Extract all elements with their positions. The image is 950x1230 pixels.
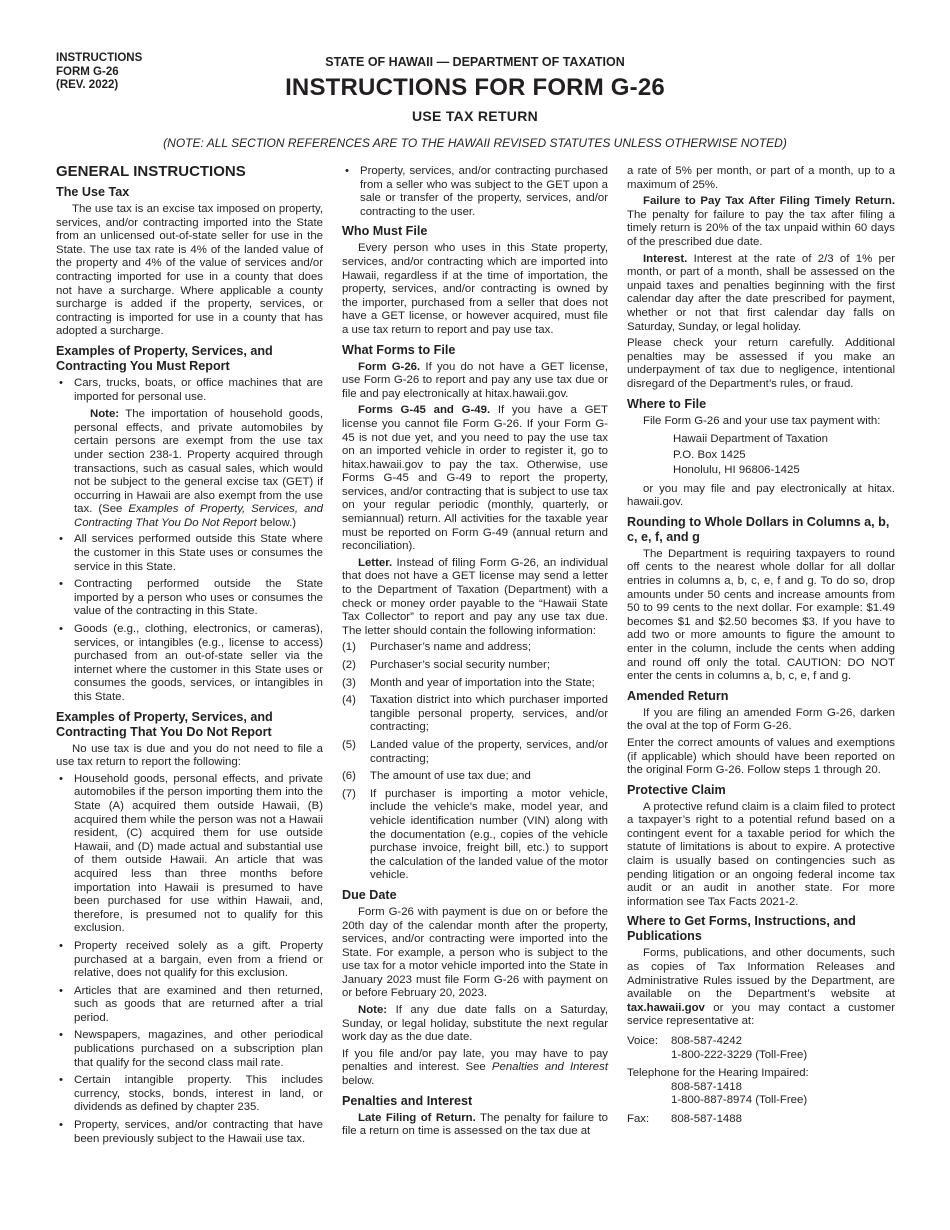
protective-claim-heading: Protective Claim [627, 782, 726, 797]
where-to-get-forms-heading: Where to Get Forms, Instructions, and Publications [627, 914, 856, 944]
column-3 [627, 165, 895, 1132]
not-report-intro: No use tax is due and you do not need to file a use tax return to report the following: [56, 742, 323, 769]
late-filing-cont: a rate of 5% per month, or part of a month, up to a maximum of 25%. [627, 165, 895, 191]
mailing-address [627, 432, 895, 479]
address-line: P.O. Box 1425 [673, 448, 746, 461]
list-item: • Household goods, personal effects, and private automobiles if the person importing them into the State (A) acquired them outside Hawaii, (B) acquired them while the person was not a Hawaii resident, (C) acquired them for use outside Hawaii, and (D) made actual and substantial use of them outside Hawaii. An article that was acquired less than three months before importation into Hawaii is presumed to have been purchased for use within Hawaii, and, therefore, is presumed not to qualify for this exclusion. [56, 773, 323, 936]
website-link[interactable]: tax.hawaii.gov [627, 1001, 705, 1014]
list-number: (5) [342, 738, 356, 751]
check-return-paragraph: Please check your return carefully. Additional penalties may be assessed if you make an underpayment of tax due to negligence, intentional disregard of the Department’s rules, or fraud. [627, 337, 895, 390]
phone-number: 1-800-222-3229 (Toll-Free) [671, 1048, 808, 1061]
where-to-file-text: File Form G-26 and your use tax payment with: [643, 414, 881, 427]
list-number: (7) [342, 787, 356, 800]
what-forms-heading: What Forms to File [342, 342, 456, 357]
must-report-list [56, 377, 323, 404]
form-id-line: (REV. 2022) [56, 79, 119, 91]
failure-to-pay-paragraph [627, 195, 895, 249]
list-item: • Articles that are examined and then returned, such as goods that are returned after a trial period. [56, 985, 323, 1026]
protective-claim-paragraph: A protective refund claim is a claim filed to protect a taxpayer’s right to a potential refund based on a contingent event for a taxable period for which the statute of limitations is about to expire. A protective claim is usually based on contingencies such as pending litigation or an ongoing federal income tax audit or an audit in another state. For more information see Tax Facts 2021-2. [627, 800, 895, 908]
list-text: Purchaser’s social security number; [370, 659, 551, 671]
forms-g45-label: Forms G-45 and G-49. [358, 404, 491, 417]
fax-numbers [671, 1113, 742, 1127]
form-g26-label: Form G-26. [358, 360, 421, 373]
general-instructions-heading: GENERAL INSTRUCTIONS [56, 163, 246, 180]
list-item [342, 641, 608, 655]
list-item [342, 659, 608, 673]
list-number: (1) [342, 641, 356, 654]
who-must-file-paragraph: Every person who uses in this State property, services, and/or contracting which are imported into Hawaii, regardless if at the time of importation, the property, services, and/or contracting is owned by the importer, purchased from a seller that does not have a GET license, or however acquired, must file a use tax return to report and pay use tax. [342, 242, 608, 336]
list-text: If purchaser is importing a motor vehicle, include the vehicle’s make, model year, and vehicle identification number (VIN) along with the documentation (e.g., copies of the vehicle purchase invoice, freight bill, etc.) to support the calculation of the landed value of the motor vehicle. [370, 787, 608, 882]
note-text: The importation of household goods, personal effects, and private automobiles by certain persons are exempt from the use tax under section 238-1. Property acquired through transactions, such as casual sales, which would not be subject to the general excise tax (GET) if occurring in Hawaii are also exempt from the use tax. (See [74, 408, 323, 516]
department-name: STATE OF HAWAII — DEPARTMENT OF TAXATION [325, 55, 625, 69]
form-id-line: INSTRUCTIONS [56, 52, 143, 64]
forms-g45-text: If you have a GET license you cannot file Form G-26. If your Form G-45 is not due yet, and you need to pay the use tax on an imported vehicle in order to register it, go to hitax.hawaii.gov to pay the tax. Otherwise, use Forms G-45 and G-49 to report the property, services, and/or contracting that is subject to use tax on your regular periodic (monthly, quarterly, or semiannual) return. All activities for the taxable year must be reported on Form G-49 (annual return and reconciliation). [342, 404, 608, 553]
late-text: If you file and/or pay late, you may have to pay penalties and interest. See [342, 1047, 608, 1074]
who-must-file-heading: Who Must File [342, 224, 428, 239]
list-item [342, 788, 608, 883]
column-1 [56, 162, 323, 1150]
list-text: Month and year of importation into the State; [370, 676, 595, 689]
interest-paragraph [627, 253, 895, 335]
list-number: (4) [342, 694, 356, 707]
list-item: • Newspapers, magazines, and other periodical publications purchased on a subscription plan that qualify for the second class mail rate. [56, 1029, 323, 1070]
fax-contact [627, 1113, 895, 1127]
note-end: below.) [259, 516, 297, 529]
fax-label: Fax: [627, 1112, 650, 1125]
list-item: • Contracting performed outside the State imported by a person who uses or consumes the value of the contracting in this State. [56, 578, 323, 619]
phone-number: 808-587-4242 [671, 1035, 742, 1047]
list-item: • All services performed outside this State where the customer in this State uses or consumes the service in this State. [56, 533, 323, 574]
late-italic: Penalties and Interest [491, 1061, 608, 1074]
list-item [342, 677, 608, 691]
late-filing-text: The penalty for failure to file a return on time is assessed on the tax due at [342, 1111, 608, 1138]
forms-g45-paragraph [342, 404, 608, 554]
list-text: The amount of use tax due; and [370, 770, 531, 783]
use-tax-paragraph: The use tax is an excise tax imposed on property, services, and/or contracting imported into the State from an unlicensed out-of-state seller for use in the State. The use tax rate is 4% of the landed value of the property and 4% of the value of services and/or contracting imported for use in a county that does not have a surcharge. Where applicable a county surcharge is added if the property, services, or contracting is imported for use in a county that has adopted a surcharge. [56, 203, 323, 338]
hearing-numbers [627, 1081, 895, 1108]
due-date-heading: Due Date [342, 887, 397, 902]
rounding-heading: Rounding to Whole Dollars in Columns a, b, c, e, f, and g [627, 514, 890, 544]
late-filing-label: Late Filing of Return. [358, 1111, 476, 1124]
letter-info-list [342, 641, 608, 883]
due-note-paragraph [342, 1004, 608, 1045]
voice-label: Voice: [627, 1035, 659, 1047]
letter-paragraph [342, 557, 608, 639]
rounding-paragraph: The Department is requiring taxpayers to round off cents to the nearest whole dollar for all dollar entries in columns a, b, c, e, f and g. To do so, drop amounts under 50 cents and increase amounts from 50 to 99 cents to the next dollar. For example: $1.49 becomes $1 and $2.50 becomes $3. If you have to add two or more amounts to figure the amount to enter in the column, include the cents when adding and round off only the total. CAUTION: DO NOT enter the cents in columns a, b, c, e, f and g. [627, 547, 895, 683]
late-end: below. [342, 1075, 375, 1088]
where-to-get-paragraph [627, 947, 895, 1029]
list-item: • Certain intangible property. This includes currency, stocks, bonds, interest in land, or dividends as defined by chapter 235. [56, 1074, 323, 1115]
list-text: Landed value of the property, services, and/or contracting; [370, 738, 608, 765]
form-id-line: FORM G-26 [56, 65, 119, 78]
page-title: INSTRUCTIONS FOR FORM G-26 [285, 74, 665, 101]
fax-number: 808-587-1488 [671, 1112, 742, 1125]
due-note-text: If any due date falls on a Saturday, Sunday, or legal holiday, substitute the next regular work day as the due date. [342, 1004, 608, 1044]
use-tax-heading: The Use Tax [56, 185, 130, 199]
due-date-paragraph: Form G-26 with payment is due on or before the 20th day of the calendar month after the property, services, and/or contracting were imported into the State. For example, a person who is subject to the use tax for a motor vehicle imported into the State in January 2023 must file Form G-26 with payment on or before February 20, 2023. [342, 905, 608, 1000]
failure-text: The penalty for failure to pay the tax after filing a timely return is 20% of the tax unpaid within 60 days of the prescribed due date. [627, 208, 895, 248]
where-get-text: Forms, publications, and other documents, such as copies of Tax Information Releases and Administrative Rules issued by the Department, are available on the Department’s website at [627, 947, 895, 1001]
column-2 [342, 165, 608, 1142]
list-item: • Goods (e.g., clothing, electronics, or cameras), services, or intangibles (e.g., license to access) purchased from an out-of-state seller via the internet where the customer in this State uses or consumes the goods, services, or intangibles in this State. [56, 623, 323, 705]
hearing-impaired-contact [627, 1067, 895, 1108]
note-label: Note: [90, 408, 120, 421]
note-italic: Examples of Property, Services, and Contracting That You Do Not Report [74, 503, 324, 529]
interest-label: Interest. [643, 252, 688, 265]
form-g26-text: If you do not have a GET license, use Form G-26 to report and pay any use tax due or file and pay electronically at hitax.hawaii.gov. [342, 360, 608, 400]
list-item: • Cars, trucks, boats, or office machines that are imported for personal use. [56, 377, 323, 404]
interest-text: Interest at the rate of 2/3 of 1% per month, or part of a month, shall be assessed on the unpaid taxes and penalties beginning with the first calendar day after the date prescribed for payment, whether or not that first calendar day falls on Saturday, Sunday, or legal holiday. [627, 252, 896, 333]
due-note-label: Note: [358, 1004, 388, 1017]
must-report-list-cont [56, 533, 323, 704]
letter-text: Instead of filing Form G-26, an individual that does not have a GET license may send a letter to the Department of Taxation (Department) with a check or money order payable to the “Hawaii State Tax Collector” to report and pay any use tax due. The letter should contain the following information: [342, 556, 608, 637]
note-paragraph [56, 408, 323, 530]
phone-number: 1-800-887-8974 (Toll-Free) [671, 1094, 808, 1107]
late-filing-paragraph [342, 1112, 608, 1139]
list-number: (6) [342, 770, 356, 783]
late-paragraph [342, 1048, 608, 1089]
list-number: (2) [342, 659, 356, 671]
voice-contact [627, 1035, 895, 1062]
voice-numbers [671, 1035, 807, 1062]
where-to-file-heading: Where to File [627, 396, 707, 411]
list-item [342, 739, 608, 766]
page-subtitle: USE TAX RETURN [411, 108, 539, 124]
amended-return-heading: Amended Return [627, 688, 729, 703]
form-g26-paragraph [342, 361, 608, 402]
must-report-heading: Examples of Property, Services, and Contracting You Must Report [56, 343, 273, 373]
letter-label: Letter. [358, 556, 393, 569]
address-line: Honolulu, HI 96806-1425 [673, 464, 800, 477]
list-item [342, 694, 608, 735]
penalties-heading: Penalties and Interest [342, 1093, 473, 1108]
section-reference-note: (NOTE: ALL SECTION REFERENCES ARE TO THE HAWAII REVISED STATUTES UNLESS OTHERWISE NOTED) [163, 136, 787, 150]
not-report-list [56, 773, 323, 1146]
not-report-heading: Examples of Property, Services, and Contracting That You Do Not Report [56, 709, 273, 739]
list-number: (3) [342, 676, 356, 689]
list-text: Purchaser’s name and address; [370, 641, 532, 654]
list-item [342, 770, 608, 784]
electronic-filing-text: or you may file and pay electronically at hitax. hawaii.gov. [627, 482, 895, 509]
list-text: Taxation district into which purchaser imported tangible personal property, services, and/or contracting; [370, 694, 608, 734]
hearing-label: Telephone for the Hearing Impaired: [627, 1067, 809, 1080]
where-get-end: or you may contact a customer service representative at: [627, 1001, 895, 1028]
not-report-list-cont [342, 165, 608, 219]
list-item: • Property received solely as a gift. Property purchased at a bargain, even from a friend or relative, does not qualify for this exclusion. [56, 940, 323, 981]
address-line: Hawaii Department of Taxation [673, 433, 828, 446]
amended-paragraph-2: Enter the correct amounts of values and exemptions (if applicable) which should have been reported on the original Form G-26. Follow steps 1 through 20. [627, 736, 895, 777]
phone-number: 808-587-1418 [671, 1080, 742, 1093]
list-item: • Property, services, and/or contracting purchased from a seller who was subject to the GET upon a sale or transfer of the property, services, and/or contracting to the user. [342, 165, 608, 219]
list-item: • Property, services, and/or contracting that have been previously subject to the Hawaii use tax. [56, 1119, 323, 1146]
failure-label: Failure to Pay Tax After Filing Timely Return. [643, 195, 895, 208]
amended-paragraph-1: If you are filing an amended Form G-26, darken the oval at the top of Form G-26. [627, 706, 895, 733]
